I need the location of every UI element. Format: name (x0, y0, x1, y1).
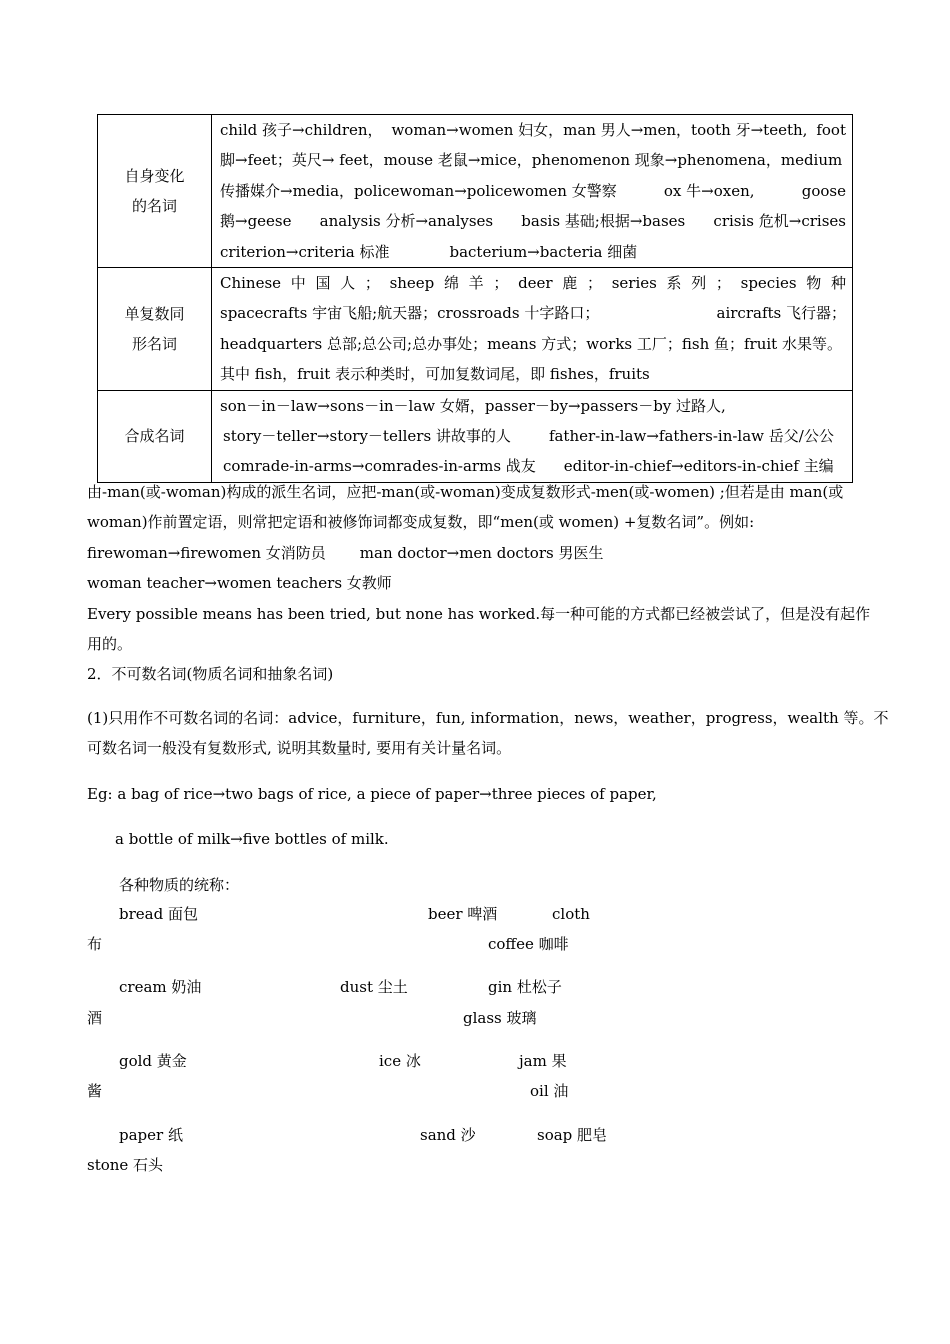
material-item: cream 奶油 (119, 978, 202, 996)
body-text (87, 477, 871, 690)
material-item: soap 肥皂 (537, 1126, 608, 1144)
material-item: 酒 (87, 1009, 103, 1027)
category-cell: 合成名词 (98, 390, 212, 482)
material-item: stone 石头 (87, 1156, 164, 1174)
table-line: comrade-in-arms→comrades-in-arms 战友 editor-in-chief→editors-in-chief 主编 (223, 457, 834, 476)
example-line: a bottle of milk→five bottles of milk. (115, 830, 389, 848)
table-line: Chinese 中 国 人 ； sheep 绵 羊 ； deer 鹿 ； series 系 列 ； species 物 种 (220, 274, 846, 293)
example-line: firewoman→firewomen 女消防员 man doctor→men doctors 男医生 (87, 543, 604, 562)
material-item: cloth (552, 905, 590, 923)
noun-plural-table (97, 114, 853, 483)
table-line: 传播媒介→media，policewoman→policewomen 女警察 ox 牛→oxen, goose (220, 181, 846, 200)
material-item: gold 黄金 (119, 1052, 187, 1070)
example-sentence: 用的。 (87, 635, 133, 654)
material-item: gin 杜松子 (488, 978, 562, 996)
table-line: child 孩子→children， woman→women 妇女，man 男人→men，tooth 牙→teeth, foot (220, 121, 846, 139)
material-item: ice 冰 (379, 1052, 421, 1070)
paragraph-line: woman)作前置定语，则常把定语和被修饰词都变成复数，即“men(或 women) +复数名词”。例如: (87, 513, 755, 532)
material-item: coffee 咖啡 (488, 935, 569, 953)
content-cell (212, 115, 853, 268)
table-line: spacecrafts 宇宙飞船;航天器；crossroads 十字路口； aircrafts 飞行器； (220, 304, 846, 323)
material-item: oil 油 (530, 1082, 569, 1100)
paragraph-line: 可数名词一般没有复数形式, 说明其数量时, 要用有关计量名词。 (87, 739, 512, 758)
table-line: son－in－law→sons－in－law 女婿，passer－by→passers－by 过路人, (220, 396, 726, 415)
table-row (98, 115, 853, 268)
paragraph-line: 由-man(或-woman)构成的派生名词，应把-man(或-woman)变成复数形式-men(或-women) ;但若是由 man(或 (87, 483, 844, 501)
material-item: jam 果 (519, 1052, 567, 1070)
table-line: story－teller→story－tellers 讲故事的人 father-in-law→fathers-in-law 岳父/公公 (223, 427, 834, 446)
material-item: sand 沙 (420, 1126, 476, 1144)
table-line: criterion→criteria 标准 bacterium→bacteria 细菌 (220, 242, 638, 261)
subsection-text (87, 703, 889, 764)
material-item: dust 尘土 (340, 978, 408, 996)
material-item: 酱 (87, 1082, 103, 1100)
example-line: woman teacher→women teachers 女教师 (87, 574, 392, 593)
table-line: 鹅→geese analysis 分析→analyses basis 基础;根据→bases crisis 危机→crises (220, 212, 846, 231)
content-cell (212, 268, 853, 391)
material-item: paper 纸 (119, 1126, 183, 1144)
table-line: 脚→feet；英尺→ feet，mouse 老鼠→mice，phenomenon 现象→phenomena，medium (220, 151, 843, 170)
section-heading: 2．不可数名词(物质名词和抽象名词) (87, 665, 334, 684)
materials-heading: 各种物质的统称： (119, 876, 240, 894)
material-item: 布 (87, 935, 103, 953)
table-line: 其中 fish，fruit 表示种类时，可加复数词尾，即 fishes，fruits (220, 365, 650, 384)
material-item: bread 面包 (119, 905, 198, 923)
category-cell: 单复数同 形名词 (98, 268, 212, 391)
table-row (98, 268, 853, 391)
material-item: beer 啤酒 (428, 905, 498, 923)
content-cell (212, 390, 853, 482)
example-sentence: Every possible means has been tried, but none has worked.每一种可能的方式都已经被尝试了，但是没有起作 (87, 604, 871, 623)
paragraph-line: (1)只用作不可数名词的名词：advice，furniture，fun, information，news，weather，progress，wealth 等。不 (87, 709, 889, 727)
category-cell: 自身变化 的名词 (98, 115, 212, 268)
material-item: glass 玻璃 (463, 1009, 537, 1027)
table-line: headquarters 总部;总公司;总办事处；means 方式；works 工厂；fish 鱼；fruit 水果等。 (220, 334, 842, 353)
example-line: Eg: a bag of rice→two bags of rice, a piece of paper→three pieces of paper, (87, 785, 657, 803)
table-row (98, 390, 853, 482)
